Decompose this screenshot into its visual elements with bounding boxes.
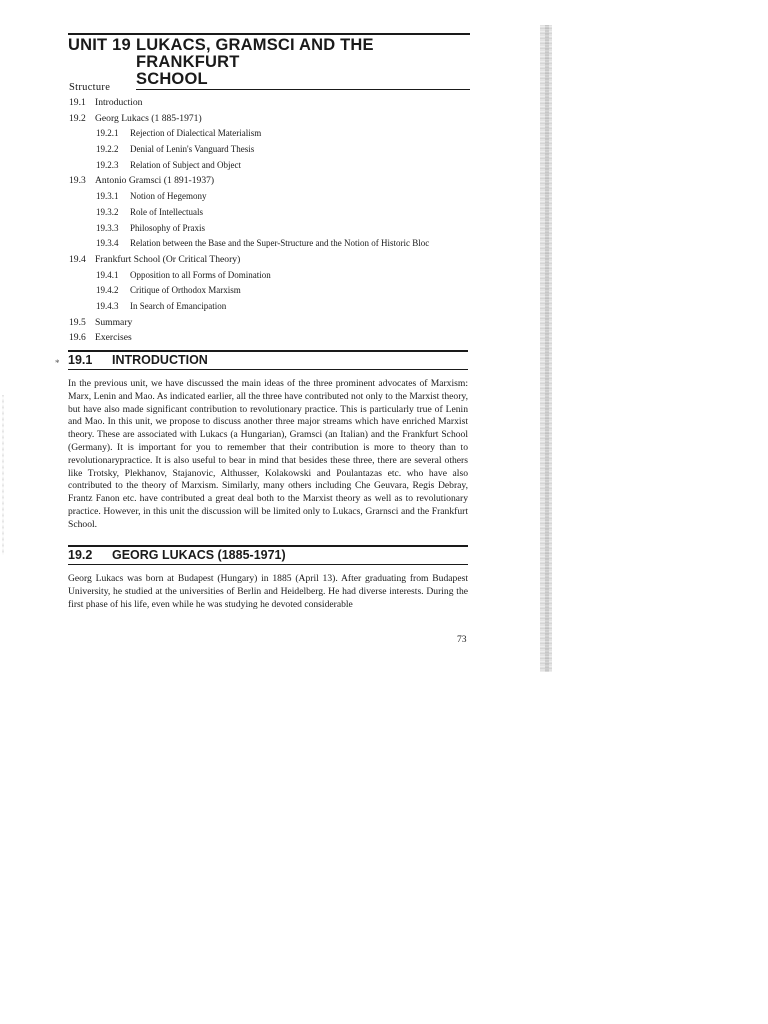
toc-item (69, 268, 489, 284)
toc-item (69, 189, 489, 205)
toc-item-text: Frankfurt School (Or Critical Theory) (95, 253, 241, 265)
toc-item-text: Notion of Hegemony (130, 191, 207, 202)
toc-item-number: 19.4.2 (96, 285, 119, 296)
section-title-text: GEORG LUKACS (1885-1971) (112, 548, 286, 562)
toc-item-number: 19.3 (69, 175, 86, 187)
toc-item-number: 19.2.2 (96, 144, 119, 155)
toc-item (69, 283, 489, 299)
toc-item-number: 19.3.4 (96, 238, 119, 249)
toc-item-text: Georg Lukacs (1 885-1971) (95, 112, 202, 124)
toc-item-number: 19.5 (69, 316, 86, 328)
toc-item-number: 19.2.3 (96, 159, 119, 170)
section-rule-bottom (68, 369, 468, 370)
structure-list (69, 80, 489, 346)
lukacs-paragraph: Georg Lukacs was born at Budapest (Hungary) in 1885 (April 13). After graduating from Budapest University, he studied at the universities of Berlin and Heidelberg. He had diverse interests. During the first phase of his life, even while he was studying he devoted considerable (68, 573, 468, 610)
toc-item-text: Rejection of Dialectical Materialism (130, 128, 262, 139)
section-heading-georg-lukacs (68, 545, 468, 565)
toc-item (69, 173, 489, 189)
toc-item-text: Relation of Subject and Object (130, 159, 241, 170)
unit-rule-top (68, 33, 470, 35)
scan-artifact-left (2, 395, 4, 555)
toc-item-text: Introduction (95, 97, 143, 108)
toc-item-number: 19.4 (69, 253, 86, 265)
toc-item-text: Role of Intellectuals (130, 206, 203, 217)
toc-item-number: 19.2.1 (96, 128, 119, 139)
toc-item-number: 19.6 (69, 332, 86, 344)
toc-item-text: Relation between the Base and the Super-Structure and the Notion of Historic Bloc (130, 238, 430, 249)
toc-item (69, 252, 489, 268)
structure-label: Structure (69, 82, 111, 93)
section-title (68, 547, 468, 564)
section-number: 19.1 (68, 353, 93, 367)
toc-item-number: 19.1 (69, 97, 86, 108)
toc-item (69, 299, 489, 315)
toc-item (69, 221, 489, 237)
unit-title-line1: LUKACS, GRAMSCI AND THE FRANKFURT (136, 36, 374, 71)
toc-item (69, 142, 489, 158)
toc-item (69, 158, 489, 174)
unit-title-line2: SCHOOL (136, 70, 208, 88)
toc-item (69, 330, 489, 346)
toc-item-text: Summary (95, 316, 133, 328)
section-number: 19.2 (68, 548, 93, 562)
toc-item (69, 111, 489, 127)
section-heading-introduction (68, 350, 468, 370)
toc-item-text: Exercises (95, 332, 132, 344)
margin-mark: * (55, 358, 60, 368)
toc-item-number: 19.2 (69, 112, 86, 124)
toc-item-text: Critique of Orthodox Marxism (130, 285, 241, 296)
section-title (68, 352, 468, 369)
toc-item-number: 19.3.2 (96, 206, 119, 217)
toc-item-text: Philosophy of Praxis (130, 222, 206, 233)
page-number: 73 (457, 634, 467, 645)
toc-items (69, 95, 489, 346)
toc-item-number: 19.4.3 (96, 300, 119, 311)
toc-item-text: In Search of Emancipation (130, 300, 227, 311)
toc-item-number: 19.4.1 (96, 269, 119, 280)
introduction-paragraph: In the previous unit, we have discussed the main ideas of the three prominent advocates of Marxism: Marx, Lenin and Mao. As indicated earlier, all the three have contributed not only to the Marxist theory, but have also made significant contribution to revolutionary practice. This is particularly true of Lenin and Mao. In this unit, we propose to discuss another three major streams which have enriched Marxist theory. These are associated with Lukacs (a Hungarian), Gramsci (an Italian) and the Frankfurt School (Germany). It is important for you to remember that their contribution is more to theory than to revolutionarypractice. It is also useful to bear in mind that besides these three, there are several others like Trotsky, Plekhanov, Stajanovic, Althusser, Kolakowski and Poulantazas etc. who have also contributed to the theory of Marxism. Similarly, many others including Che Geuvara, Regis Debray, Frantz Fanon etc. have contributed a great deal both to the Marxist theory as well as to revolutionary practice. However, in this unit the discussion will be limited only to Lukacs, Grarnsci and the Frankfurt School. (68, 378, 468, 530)
unit-number: UNIT 19 (68, 36, 131, 54)
toc-item (69, 236, 489, 252)
toc-item-text: Antonio Gramsci (1 891-1937) (95, 175, 215, 187)
toc-item-text: Opposition to all Forms of Domination (130, 269, 271, 280)
toc-item-text: Denial of Lenin's Vanguard Thesis (130, 144, 255, 155)
toc-item (69, 126, 489, 142)
section-rule-bottom (68, 564, 468, 565)
toc-item-number: 19.3.3 (96, 222, 119, 233)
section-title-text: INTRODUCTION (112, 353, 208, 367)
toc-item (69, 95, 489, 111)
toc-item (69, 205, 489, 221)
scan-binding-edge-inner (545, 25, 549, 672)
toc-item (69, 315, 489, 331)
toc-item-number: 19.3.1 (96, 191, 119, 202)
